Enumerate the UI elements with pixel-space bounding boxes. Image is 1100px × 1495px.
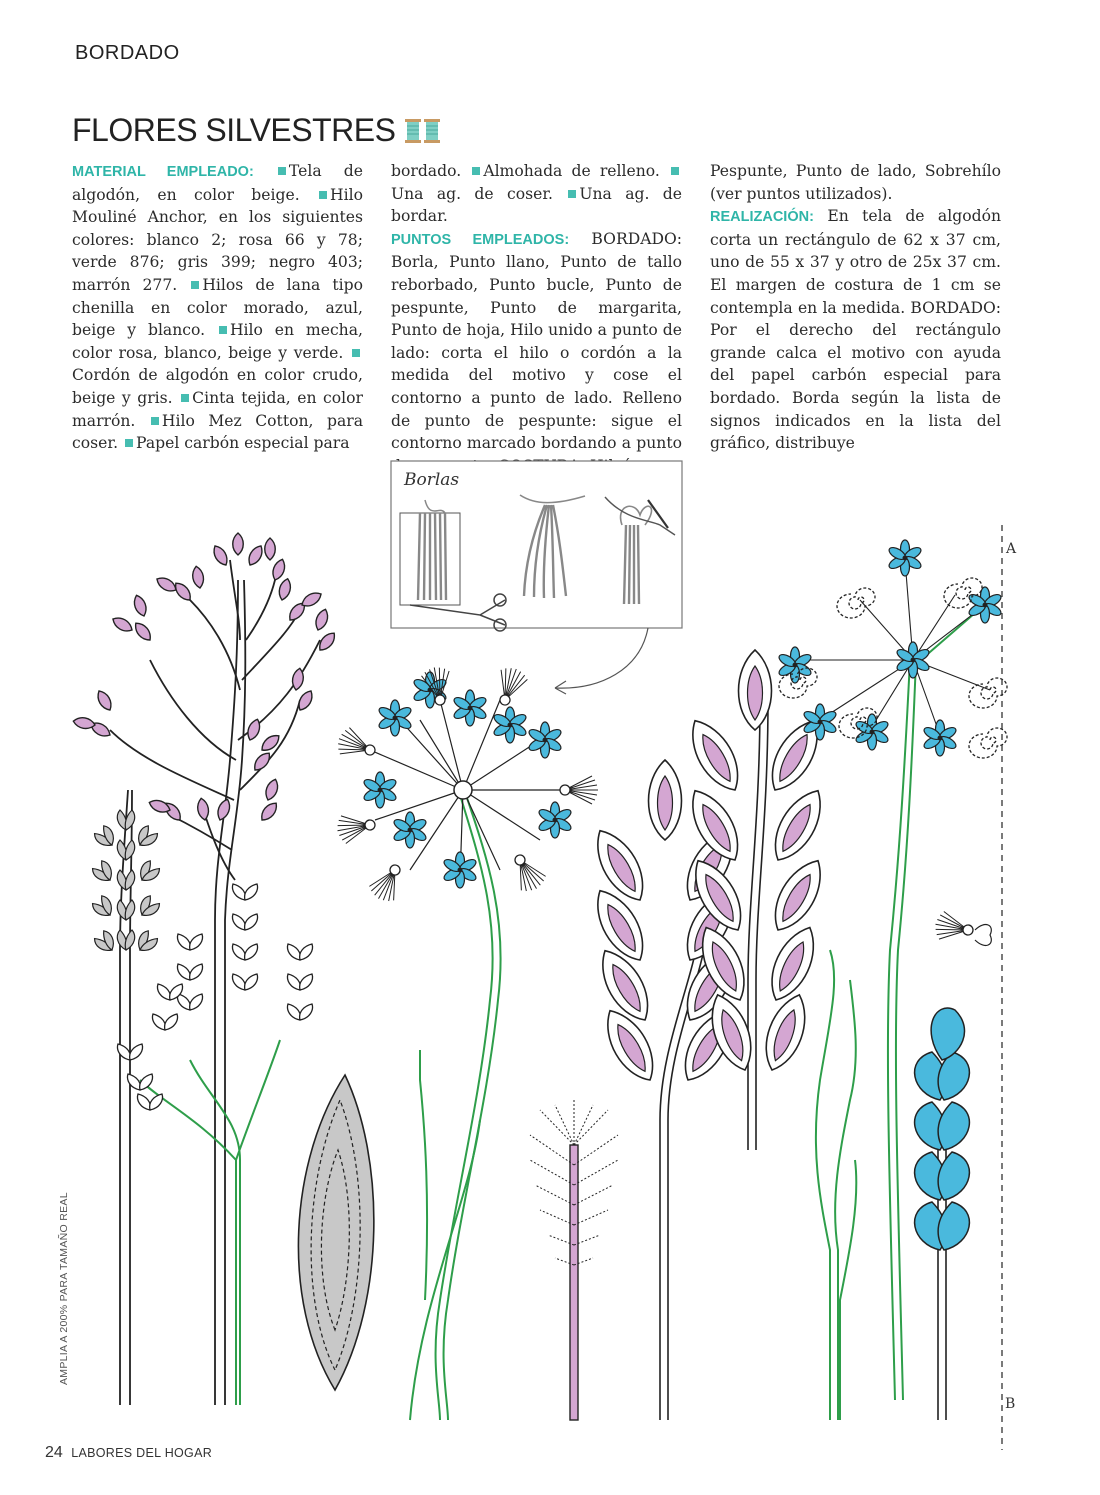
bullet-icon <box>568 190 576 198</box>
borlas-label: Borlas <box>404 470 460 490</box>
bullet-icon <box>151 417 159 425</box>
gray-leaf <box>298 1075 373 1390</box>
material-item: Hilo Mouliné Anchor, en los siguientes colores: blanco 2; rosa 66 y 78; verde 876; gris 399; negro 403; marrón 277. <box>72 185 363 294</box>
article-columns <box>72 160 1002 477</box>
column-1 <box>72 160 363 477</box>
stitches-label: PUNTOS EMPLEADOS: <box>391 231 570 248</box>
blue-leaf-plant <box>915 1008 970 1420</box>
gray-wheat <box>90 790 161 1405</box>
column-2 <box>391 160 682 477</box>
material-item: Hilo Mez Cotton, para coser. <box>72 411 363 453</box>
realization-label: REALIZACIÓN: <box>710 209 814 226</box>
material-item: Hilos de lana tipo chenilla en color morado, azul, beige y blanco. <box>72 275 363 340</box>
stitches-text: BORDADO: Borla, Punto llano, Punto de tallo reborbado, Punto bucle, Punto de pespunte, Punto de margarita, Punto de hoja, Hilo unido a punto de lado: corta el hilo o cordón a la medida del motivo y cose el contorno a punto de lado. Relleno de punto de pespunte: sigue el contorno marcado bordando a punto <box>391 229 682 453</box>
embroidery-pattern-illustration <box>0 450 1100 1450</box>
blue-umbel-flower <box>777 540 1007 1400</box>
green-vines <box>816 950 856 1420</box>
material-item: Cordón de algodón en color crudo, beige y gris. <box>72 366 363 407</box>
material-item: bordado. <box>391 162 462 180</box>
pink-petal-spikes <box>586 650 833 1420</box>
material-item: Tela de algodón, en color beige. <box>72 162 363 204</box>
stitches-text-cont: Pespunte, Punto de lado, Sobrehílo (ver puntos utilizados). <box>710 162 1001 203</box>
material-item: Hilo en mecha, color rosa, blanco, beige y verde. <box>72 321 363 362</box>
bullet-icon <box>191 281 199 289</box>
thread-spools-icon <box>403 116 443 146</box>
bullet-icon <box>125 439 133 447</box>
material-label: MATERIAL EMPLEADO: <box>72 164 254 180</box>
borlas-inset <box>391 461 682 694</box>
page-title: FLORES SILVESTRES <box>72 112 396 148</box>
bullet-icon <box>181 394 189 402</box>
bullet-icon <box>219 326 227 334</box>
column-3 <box>710 160 1001 477</box>
bullet-icon <box>472 167 480 175</box>
material-item: Una ag. de bordar. <box>391 184 682 226</box>
bullet-icon <box>352 349 360 357</box>
page-number: 24 <box>45 1444 63 1461</box>
title-row <box>72 112 443 149</box>
section-label: BORDADO <box>75 42 180 64</box>
material-item: Una ag. de coser. <box>391 184 554 203</box>
right-tassel <box>933 910 991 945</box>
pink-buds <box>72 533 338 823</box>
mark-a: A <box>1006 541 1017 557</box>
pink-bottlebrush <box>530 1100 618 1420</box>
mark-b: B <box>1005 1396 1016 1412</box>
enlarge-note: AMPLIA A 200% PARA TAMAÑO REAL <box>58 1192 70 1385</box>
dandelion-blue-flower <box>334 664 598 1420</box>
bullet-icon <box>278 167 286 175</box>
publication-name: LABORES DEL HOGAR <box>71 1446 213 1460</box>
material-item: Cinta tejida, en color marrón. <box>72 388 363 430</box>
bullet-icon <box>671 167 679 175</box>
bullet-icon <box>319 191 327 199</box>
material-item: Almohada de relleno. <box>483 162 660 180</box>
page-footer <box>45 1444 212 1462</box>
realization-text: En tela de algodón corta un rectángulo de 62 x 37 cm, uno de 55 x 37 y otro de 25x 37 cm. El margen de costura de 1 cm se contempla en la medida. BORDADO: Por el derecho del rectángulo grande calca el motivo con ayuda del papel carbón especial para bordado. Borda según la lista de signos indicados en la lista del gráfico, distribuye <box>710 207 1001 453</box>
material-item: Papel carbón especial para <box>136 434 350 453</box>
